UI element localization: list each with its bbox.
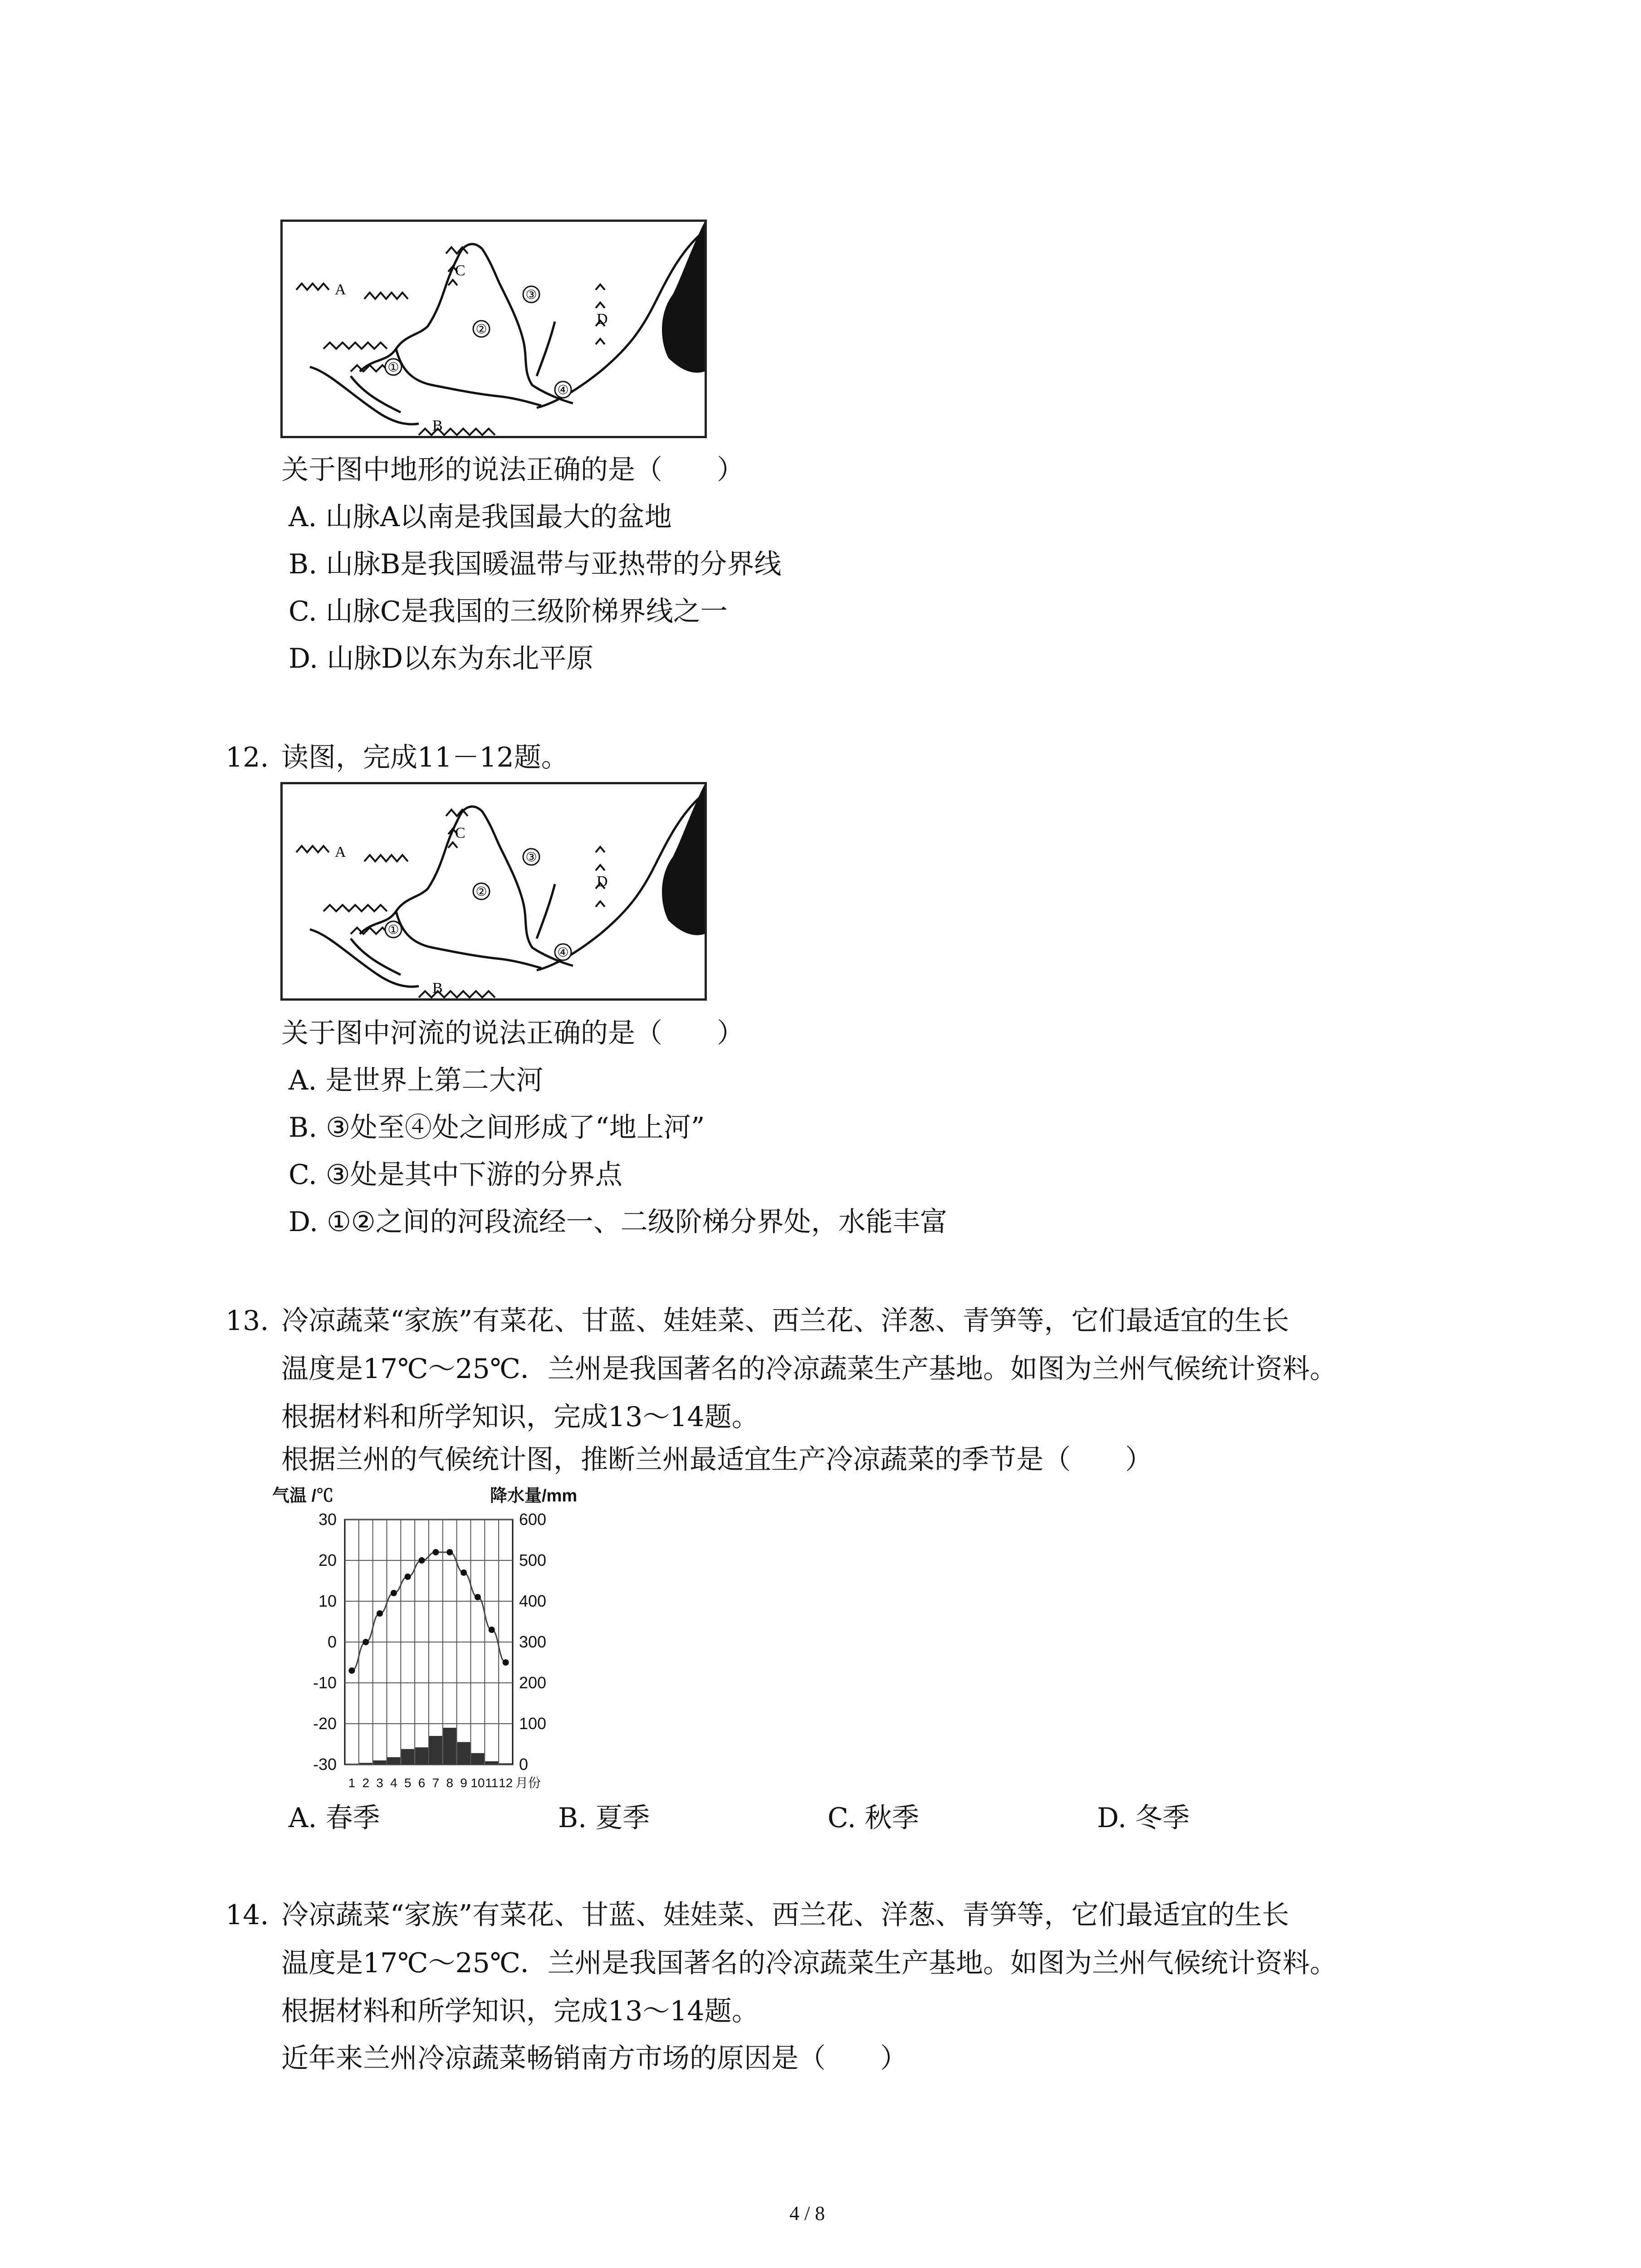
q13-line: 温度是17℃～25℃．兰州是我国著名的冷凉蔬菜生产基地。如图为兰州气候统计资料。 — [281, 1353, 1337, 1385]
month-tick-label: 3 — [376, 1776, 383, 1790]
temperature-point — [348, 1667, 355, 1674]
month-tick-label: 9 — [460, 1776, 467, 1790]
month-tick-label: 11 — [485, 1776, 499, 1790]
q13-option-c: C. 秋季 — [828, 1802, 919, 1834]
map-label-a: A — [335, 281, 346, 298]
precipitation-bar — [471, 1753, 485, 1765]
map-marker-1: ① — [387, 360, 399, 375]
x-axis-unit-label: 月份 — [515, 1776, 541, 1790]
month-tick-label: 4 — [390, 1776, 397, 1790]
precipitation-bar — [443, 1728, 456, 1765]
temperature-point — [446, 1549, 453, 1555]
q12-map — [280, 782, 707, 1001]
q13-line: 根据材料和所学知识，完成13～14题。 — [281, 1401, 759, 1433]
precipitation-tick-label: 0 — [519, 1755, 529, 1774]
precipitation-bar — [499, 1763, 512, 1765]
q12-option-a: A. 是世界上第二大河 — [289, 1065, 544, 1096]
precipitation-bar — [345, 1764, 358, 1765]
q12-intro: 读图，完成11－12题。 — [281, 742, 568, 773]
temperature-tick-label: 0 — [327, 1633, 337, 1651]
q14-number: 14. — [225, 1899, 269, 1931]
temperature-point — [377, 1610, 383, 1617]
q11-option-a: A. 山脉A以南是我国最大的盆地 — [289, 501, 672, 533]
temperature-point — [405, 1574, 411, 1580]
month-tick-label: 1 — [348, 1776, 356, 1790]
map-label-a: A — [335, 844, 346, 860]
temperature-tick-label: 10 — [318, 1592, 337, 1610]
climate-chart-svg — [268, 1483, 603, 1796]
q13-line: 冷凉蔬菜“家族”有菜花、甘蓝、娃娃菜、西兰花、洋葱、青笋等，它们最适宜的生长 — [281, 1305, 1289, 1337]
temperature-point — [362, 1639, 369, 1645]
map-marker-2: ② — [475, 322, 487, 337]
q11-option-b: B. 山脉B是我国暖温带与亚热带的分界线 — [289, 548, 782, 580]
y-left-axis-label: 气温 /℃ — [272, 1486, 334, 1505]
q12-number: 12. — [225, 742, 269, 773]
q13-question: 根据兰州的气候统计图，推断兰州最适宜生产冷凉蔬菜的季节是（ ） — [281, 1444, 1152, 1476]
temperature-point — [503, 1659, 509, 1666]
q14-question: 近年来兰州冷凉蔬菜畅销南方市场的原因是（ ） — [281, 2043, 907, 2074]
q11-stem: 关于图中地形的说法正确的是（ ） — [281, 454, 744, 486]
q12-stem: 关于图中河流的说法正确的是（ ） — [281, 1017, 744, 1049]
month-tick-label: 7 — [432, 1776, 440, 1790]
q13-number: 13. — [225, 1305, 269, 1337]
precipitation-tick-label: 100 — [519, 1714, 547, 1733]
temperature-point — [419, 1557, 425, 1564]
precipitation-tick-label: 500 — [519, 1551, 547, 1569]
map-marker-1: ① — [387, 922, 399, 937]
q14-line: 根据材料和所学知识，完成13～14题。 — [281, 1995, 759, 2027]
precipitation-bar — [429, 1736, 442, 1765]
temperature-point — [489, 1627, 495, 1633]
precipitation-tick-label: 200 — [519, 1673, 547, 1692]
q12-option-d: D. ①②之间的河段流经一、二级阶梯分界处，水能丰富 — [289, 1206, 947, 1238]
temperature-tick-label: -10 — [313, 1673, 337, 1692]
temperature-tick-label: -30 — [313, 1755, 337, 1774]
q11-option-c: C. 山脉C是我国的三级阶梯界线之一 — [289, 596, 728, 627]
month-tick-label: 10 — [470, 1776, 485, 1790]
lanzhou-climate-chart — [268, 1483, 603, 1798]
q12-option-c: C. ③处是其中下游的分界点 — [289, 1159, 622, 1191]
map-marker-2: ② — [475, 884, 487, 899]
precipitation-tick-label: 400 — [519, 1592, 547, 1610]
q11-map — [280, 220, 707, 438]
map-marker-4: ④ — [557, 382, 569, 397]
q13-option-b: B. 夏季 — [558, 1802, 650, 1834]
precipitation-bar — [387, 1757, 401, 1765]
month-tick-label: 6 — [418, 1776, 426, 1790]
month-tick-label: 8 — [446, 1776, 454, 1790]
q11-option-d: D. 山脉D以东为东北平原 — [289, 643, 594, 675]
q12-map-drawing — [283, 784, 705, 998]
y-right-axis-label: 降水量/mm — [490, 1486, 578, 1505]
map-label-d: D — [597, 311, 608, 327]
temperature-tick-label: -20 — [313, 1714, 337, 1733]
month-tick-label: 2 — [362, 1776, 370, 1790]
temperature-point — [460, 1569, 467, 1576]
precipitation-bar — [359, 1763, 372, 1765]
q13-option-d: D. 冬季 — [1097, 1802, 1190, 1834]
q13-option-a: A. 春季 — [289, 1802, 380, 1834]
precipitation-bar — [373, 1760, 387, 1765]
temperature-tick-label: 30 — [318, 1510, 337, 1529]
map-marker-3: ③ — [525, 287, 537, 302]
map-label-c: C — [455, 825, 465, 841]
precipitation-bar — [485, 1761, 498, 1765]
page-number: 4 / 8 — [789, 2202, 825, 2224]
precipitation-bar — [401, 1749, 414, 1765]
map-label-b: B — [432, 417, 443, 434]
temperature-point — [475, 1594, 481, 1600]
q14-line: 冷凉蔬菜“家族”有菜花、甘蓝、娃娃菜、西兰花、洋葱、青笋等，它们最适宜的生长 — [281, 1899, 1289, 1931]
month-tick-label: 5 — [404, 1776, 411, 1790]
month-tick-label: 12 — [499, 1776, 513, 1790]
q14-line: 温度是17℃～25℃．兰州是我国著名的冷凉蔬菜生产基地。如图为兰州气候统计资料。 — [281, 1947, 1337, 1979]
precipitation-bar — [457, 1742, 470, 1765]
temperature-point — [391, 1590, 397, 1596]
temperature-tick-label: 20 — [318, 1551, 337, 1569]
map-label-c: C — [455, 262, 465, 279]
map-marker-3: ③ — [525, 850, 537, 865]
q11-map-drawing — [283, 222, 705, 436]
precipitation-tick-label: 600 — [519, 1510, 547, 1529]
temperature-point — [432, 1549, 439, 1555]
q12-option-b: B. ③处至④处之间形成了“地上河” — [289, 1112, 705, 1144]
precipitation-tick-label: 300 — [519, 1633, 547, 1651]
map-label-b: B — [432, 980, 443, 997]
map-label-d: D — [597, 873, 608, 890]
precipitation-bar — [415, 1747, 428, 1765]
map-marker-4: ④ — [557, 945, 569, 960]
